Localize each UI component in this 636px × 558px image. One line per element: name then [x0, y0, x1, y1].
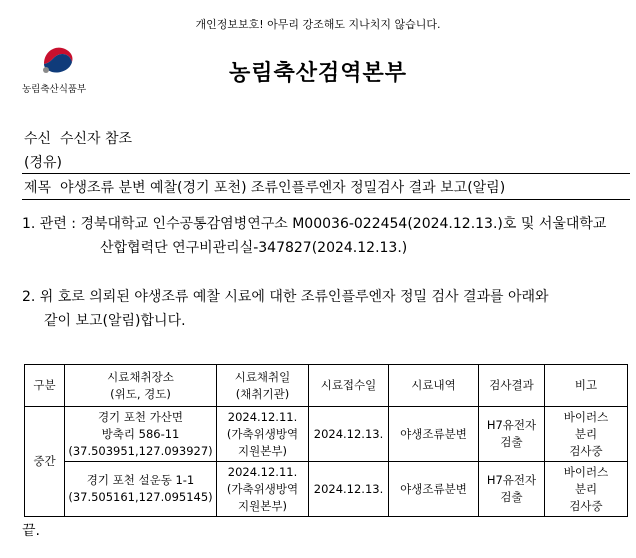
recipient-label: 수신 — [24, 131, 52, 147]
received-date-cell: 2024.12.13. — [309, 462, 389, 517]
recipient-value: 수신자 참조 — [59, 131, 133, 147]
end-mark: 끝. — [22, 523, 40, 539]
site-cell: 경기 포천 가산면 방축리 586-11 (37.503951,127.093927) — [65, 407, 217, 462]
item2-line1: 2. 위 호로 의뢰된 야생조류 예찰 시료에 대한 조류인플루엔자 정밀 검사 결과를 아래와 — [22, 289, 549, 305]
results-table — [24, 364, 628, 517]
subject-value: 야생조류 분변 예찰(경기 포천) 조류인플루엔자 정밀검사 결과 보고(알림) — [59, 180, 506, 196]
header-sample: 시료내역 — [389, 365, 479, 407]
subject-line — [24, 177, 505, 197]
item1-line2: 산합협력단 연구비관리실-347827(2024.12.13.) — [100, 240, 408, 256]
result-cell: H7유전자 검출 — [479, 407, 545, 462]
ministry-name: 농림축산식품부 — [22, 84, 87, 95]
sample-cell: 야생조류분변 — [389, 462, 479, 517]
collection-date-cell: 2024.12.11. (가축위생방역 지원본부) — [217, 407, 309, 462]
agency-title: 농림축산검역본부 — [228, 61, 408, 86]
result-cell: H7유전자 검출 — [479, 462, 545, 517]
subject-label: 제목 — [24, 180, 52, 196]
item1-line1: 1. 관련 : 경북대학교 인수공통감염병연구소 M00036-022454(2024.12.13.)호 및 서울대학교 — [22, 216, 607, 232]
subject-top-rule — [22, 173, 630, 174]
collection-date-cell: 2024.12.11. (가축위생방역 지원본부) — [217, 462, 309, 517]
note-cell: 바이러스 분리 검사중 — [545, 407, 628, 462]
note-cell: 바이러스 분리 검사중 — [545, 462, 628, 517]
header-result: 검사결과 — [479, 365, 545, 407]
received-date-cell: 2024.12.13. — [309, 407, 389, 462]
subject-bottom-rule — [22, 199, 630, 200]
privacy-notice: 개인정보보호! 아무리 강조해도 지나치지 않습니다. — [195, 18, 441, 31]
header-received-date: 시료접수일 — [309, 365, 389, 407]
table-row — [25, 407, 628, 462]
header-collection-date: 시료채취일 (채취기관) — [217, 365, 309, 407]
header-note: 비고 — [545, 365, 628, 407]
header-category: 구분 — [25, 365, 65, 407]
table-row — [25, 462, 628, 517]
item2-line2: 같이 보고(알림)합니다. — [44, 313, 186, 329]
category-cell: 중간 — [25, 407, 65, 517]
table-header-row — [25, 365, 628, 407]
site-cell: 경기 포천 설운동 1-1 (37.505161,127.095145) — [65, 462, 217, 517]
via-line: (경유) — [24, 155, 62, 171]
sample-cell: 야생조류분변 — [389, 407, 479, 462]
recipient-line — [24, 128, 132, 148]
header-site: 시료채취장소 (위도, 경도) — [65, 365, 217, 407]
